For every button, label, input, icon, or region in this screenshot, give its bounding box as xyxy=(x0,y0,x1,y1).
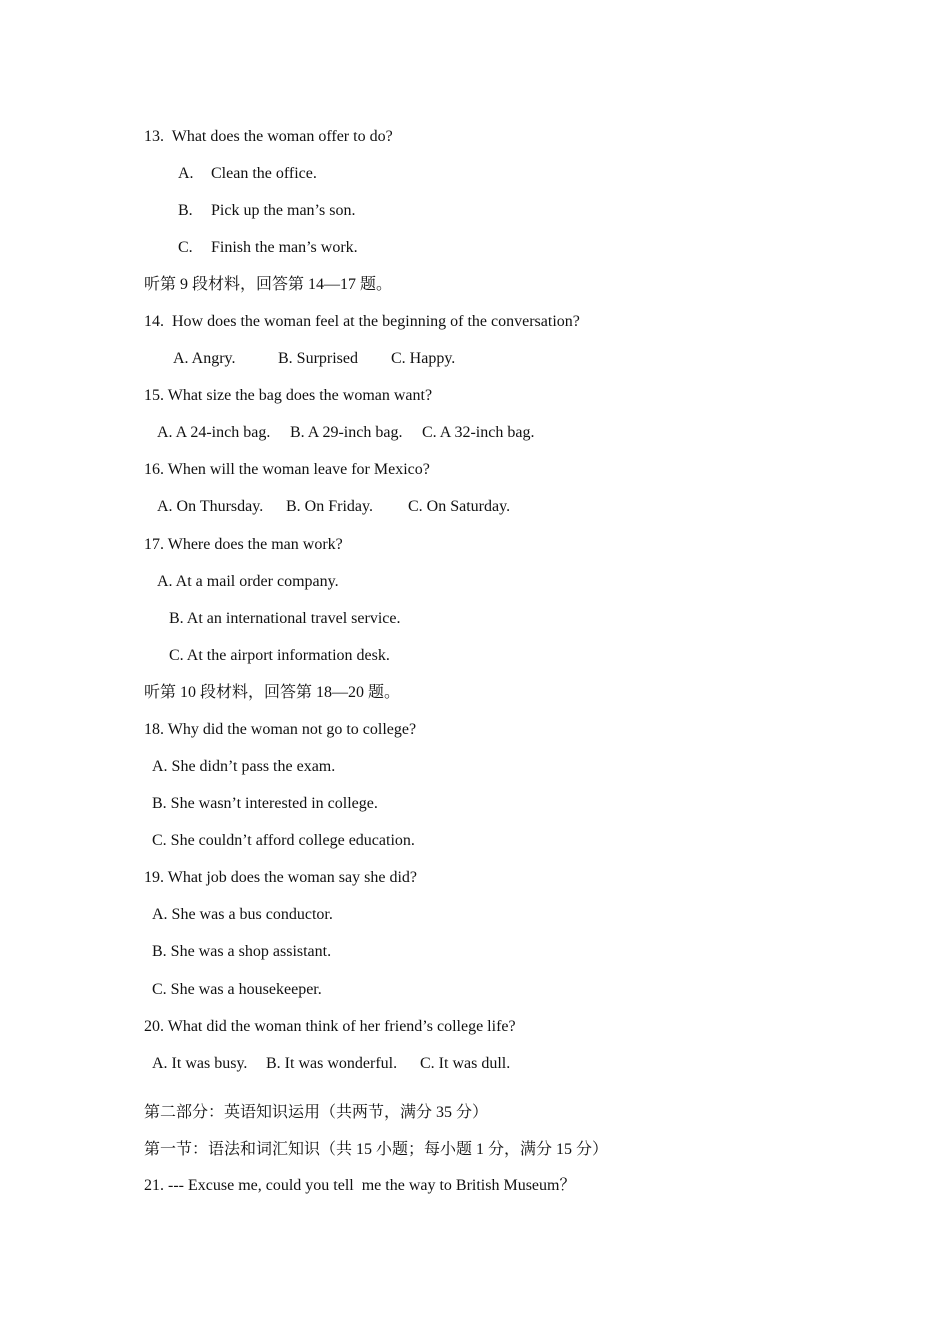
q16-option-a: A. On Thursday. xyxy=(157,498,264,515)
q17-option-b: B. At an international travel service. xyxy=(169,610,401,627)
question-13-stem: 13. What does the woman offer to do? xyxy=(144,128,393,145)
question-19-stem: 19. What job does the woman say she did? xyxy=(144,869,417,886)
q18-option-b: B. She wasn’t interested in college. xyxy=(152,795,378,812)
question-21-stem: 21. --- Excuse me, could you tell me the way to British Museum？ xyxy=(144,1177,576,1194)
q13-option-c-letter: C. xyxy=(178,239,193,256)
question-14-stem: 14. How does the woman feel at the beginning of the conversation? xyxy=(144,313,580,330)
q18-option-a: A. She didn’t pass the exam. xyxy=(152,758,336,775)
q18-option-c: C. She couldn’t afford college education. xyxy=(152,832,415,849)
q15-option-a: A. A 24-inch bag. xyxy=(157,424,271,441)
q14-option-a: A. Angry. xyxy=(173,350,236,367)
q13-option-b-letter: B. xyxy=(178,202,193,219)
part-2-section-1-title: 第一节：语法和词汇知识（共 15 小题；每小题 1 分，满分 15 分） xyxy=(144,1141,609,1158)
q16-option-c: C. On Saturday. xyxy=(408,498,511,515)
question-15-stem: 15. What size the bag does the woman want? xyxy=(144,387,433,404)
q13-option-b: Pick up the man’s son. xyxy=(211,202,356,219)
part-2-title: 第二部分：英语知识运用（共两节，满分 35 分） xyxy=(144,1104,489,1121)
q16-option-b: B. On Friday. xyxy=(286,498,373,515)
question-18-stem: 18. Why did the woman not go to college? xyxy=(144,721,417,738)
q14-option-c: C. Happy. xyxy=(391,350,456,367)
q14-option-b: B. Surprised xyxy=(278,350,358,367)
section-10-instruction: 听第 10 段材料，回答第 18—20 题。 xyxy=(144,684,401,701)
q15-option-c: C. A 32-inch bag. xyxy=(422,424,535,441)
q20-option-b: B. It was wonderful. xyxy=(266,1055,398,1072)
q19-option-a: A. She was a bus conductor. xyxy=(152,906,333,923)
q13-option-c: Finish the man’s work. xyxy=(211,239,358,256)
q13-option-a: Clean the office. xyxy=(211,165,317,182)
question-17-stem: 17. Where does the man work? xyxy=(144,536,343,553)
question-20-stem: 20. What did the woman think of her friend’s college life? xyxy=(144,1018,516,1035)
question-16-stem: 16. When will the woman leave for Mexico? xyxy=(144,461,430,478)
q19-option-b: B. She was a shop assistant. xyxy=(152,943,332,960)
q19-option-c: C. She was a housekeeper. xyxy=(152,981,322,998)
section-9-instruction: 听第 9 段材料，回答第 14—17 题。 xyxy=(144,276,393,293)
q20-option-c: C. It was dull. xyxy=(420,1055,511,1072)
q17-option-c: C. At the airport information desk. xyxy=(169,647,390,664)
q13-option-a-letter: A. xyxy=(178,165,194,182)
q15-option-b: B. A 29-inch bag. xyxy=(290,424,403,441)
q20-option-a: A. It was busy. xyxy=(152,1055,248,1072)
q17-option-a: A. At a mail order company. xyxy=(157,573,339,590)
